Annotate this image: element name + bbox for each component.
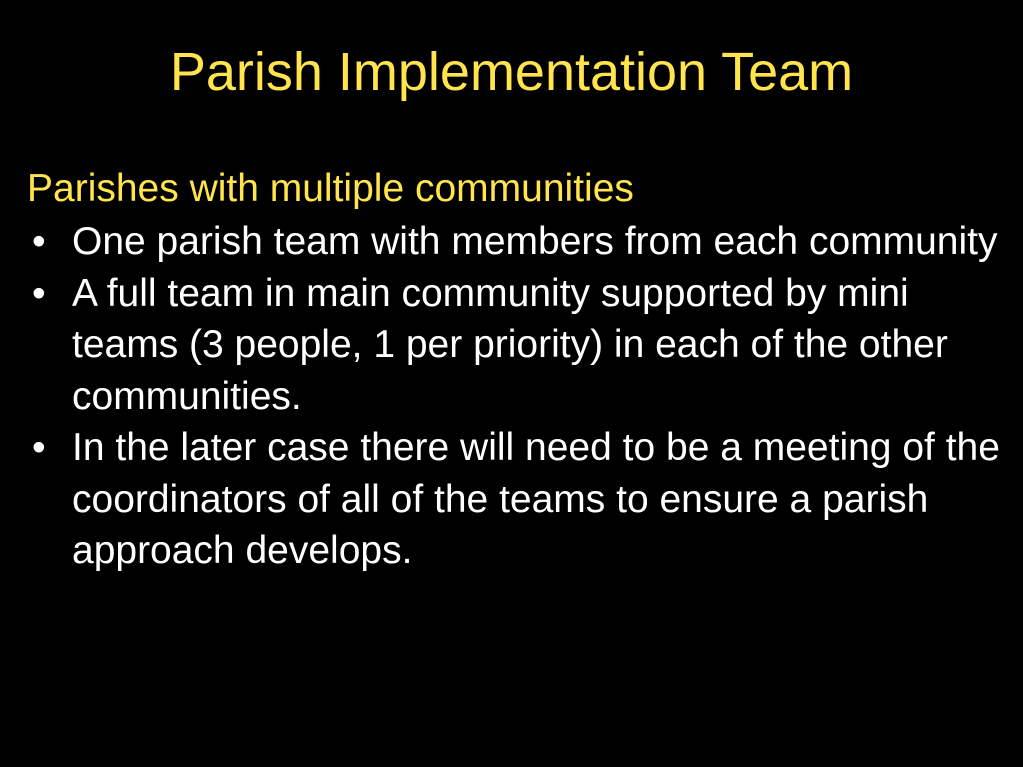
slide-title: Parish Implementation Team bbox=[169, 42, 854, 102]
slide-subtitle: Parishes with multiple communities bbox=[27, 167, 634, 210]
bullet-list bbox=[29, 216, 1019, 577]
bullet-text: In the later case there will need to be a meeting of the coordinators of all of the teams to ensure a parish approach develops. bbox=[72, 426, 1000, 572]
bullet-item bbox=[29, 216, 1019, 268]
bullet-text: A full team in main community supported by mini teams (3 people, 1 per priority) in each of the other communities. bbox=[72, 271, 948, 418]
bullet-dot-icon: • bbox=[32, 426, 46, 469]
bullet-dot-icon: • bbox=[32, 271, 46, 315]
bullet-dot-icon: • bbox=[32, 220, 46, 263]
bullet-text: One parish team with members from each community bbox=[72, 220, 998, 263]
bullet-item bbox=[29, 422, 1019, 577]
bullet-item bbox=[29, 268, 1019, 423]
